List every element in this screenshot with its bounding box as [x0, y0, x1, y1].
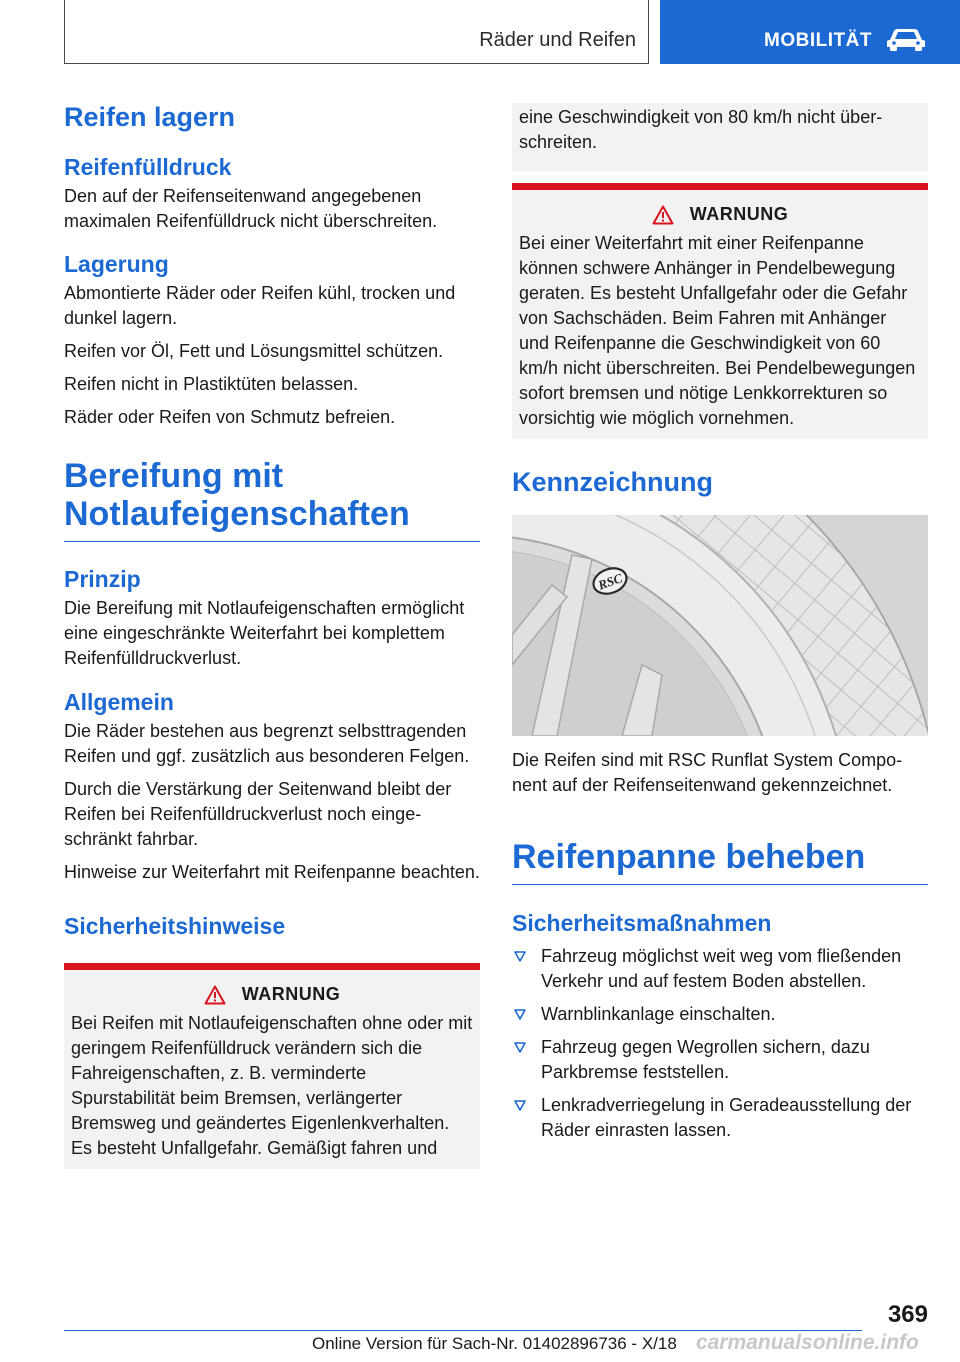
- paragraph-prinzip: Die Bereifung mit Notlaufeigenschaften ermöglicht eine eingeschränkte Weiterfahrt bei komplettem Reifenfülldruckverlust.: [64, 598, 465, 668]
- footer-watermark: carmanualsonline.info: [696, 1331, 919, 1354]
- heading-prinzip: Prinzip: [64, 566, 141, 592]
- warning-text: Bei Reifen mit Notlaufeigenschaften ohne oder mit geringem Reifenfülldruck verändern sich die Fahreigenschaften, z. B. verminderte Spurstabilität beim Bremsen, verlängerter Bremsweg und geändertes Eigenlenkverhalten. Es besteht Unfallgefahr. Gemäßigt fahren und: [71, 1013, 473, 1158]
- rsc-logo-text: RSC: [596, 570, 625, 593]
- warning-box-notlauf: [64, 963, 480, 1169]
- warning-text: Bei einer Weiterfahrt mit einer Reifenpanne können schwere Anhänger in Pendelbewegung geraten. Es besteht Unfallgefahr oder die Gefahr von Sachschäden. Beim Fahren mit Anhänger und Reifenpanne die Geschwindigkeit von 60 km/h nicht überschreiten. Bei Pendelbewegungen sofort bremsen und nötige Lenkkorrekturen so vorsichtig wie möglich vornehmen.: [519, 233, 916, 428]
- bullet-triangle-icon: [514, 1009, 526, 1020]
- heading-reifenfuelldruck: Reifenfülldruck: [64, 154, 232, 180]
- paragraph-lagerung-4: Räder oder Reifen von Schmutz befreien.: [64, 407, 396, 427]
- safety-steps-list: [512, 944, 928, 1143]
- right-column: [512, 103, 928, 1151]
- warning-triangle-icon: [652, 205, 674, 225]
- warning-box-anhaenger: [512, 183, 928, 439]
- tire-sidewall-image: [512, 515, 928, 736]
- warning-text-continued: eine Geschwindigkeit von 80 km/h nicht überschreiten.: [519, 107, 883, 152]
- warning-title-row: [71, 984, 473, 1005]
- left-column: [64, 100, 480, 1169]
- bullet-triangle-icon: [514, 951, 526, 962]
- header-section-tab: [64, 0, 649, 64]
- list-item: [512, 1093, 928, 1143]
- heading-bereifung-notlauf: Bereifung mit Notlaufeigenschaften: [64, 457, 480, 542]
- list-item-text: Lenkradverriegelung in Geradeausstellung der Räder einrasten lassen.: [541, 1095, 912, 1140]
- list-item: [512, 1002, 928, 1027]
- list-item-text: Warnblinkanlage einschalten.: [541, 1004, 776, 1024]
- header-section-title: Räder und Reifen: [479, 29, 636, 51]
- list-item-text: Fahrzeug gegen Wegrollen sichern, dazu Parkbremse feststellen.: [541, 1037, 870, 1082]
- warning-title: WARNUNG: [241, 984, 341, 1004]
- page-number: 369: [887, 1301, 928, 1328]
- paragraph-lagerung-2: Reifen vor Öl, Fett und Lösungsmittel schützen.: [64, 341, 444, 361]
- footer-online-version: Online Version für Sach-Nr. 01402896736 - X/18: [312, 1334, 677, 1353]
- list-item: [512, 1035, 928, 1085]
- paragraph-allgemein-2: Durch die Verstärkung der Seitenwand bleibt der Reifen bei Reifenfülldruckverlust noch eingeschränkt fahrbar.: [64, 779, 452, 849]
- car-icon: [886, 26, 926, 52]
- paragraph-allgemein-3: Hinweise zur Weiterfahrt mit Reifenpanne beachten.: [64, 862, 480, 882]
- warning-title-row: [519, 204, 921, 225]
- heading-sicherheitshinweise: Sicherheitshinweise: [64, 913, 286, 939]
- paragraph-reifenfuelldruck: Den auf der Reifenseitenwand angegebenen maximalen Reifenfülldruck nicht überschreiten.: [64, 186, 438, 231]
- list-item: [512, 944, 928, 994]
- heading-kennzeichnung: Kennzeichnung: [512, 467, 713, 497]
- warning-box-notlauf-continued: [512, 103, 928, 171]
- heading-lagerung: Lagerung: [64, 251, 169, 277]
- paragraph-lagerung-3: Reifen nicht in Plastiktüten belassen.: [64, 374, 359, 394]
- header-chapter-title: MOBILITÄT: [764, 30, 872, 51]
- bullet-triangle-icon: [514, 1100, 526, 1111]
- header-chapter-tab: [660, 0, 960, 64]
- heading-reifenpanne-beheben: Reifenpanne beheben: [512, 838, 928, 885]
- paragraph-lagerung-1: Abmontierte Räder oder Reifen kühl, trocken und dunkel lagern.: [64, 283, 456, 328]
- warning-title: WARNUNG: [689, 204, 789, 224]
- heading-reifen-lagern: Reifen lagern: [64, 102, 236, 132]
- paragraph-allgemein-1: Die Räder bestehen aus begrenzt selbsttragenden Reifen und ggf. zusätzlich aus besonderen Felgen.: [64, 721, 470, 766]
- bullet-triangle-icon: [514, 1042, 526, 1053]
- paragraph-kennzeichnung: Die Reifen sind mit RSC Runflat System Component auf der Reifenseitenwand gekennzeichnet.: [512, 750, 903, 795]
- list-item-text: Fahrzeug möglichst weit weg vom fließenden Verkehr und auf festem Boden abstellen.: [541, 946, 902, 991]
- heading-allgemein: Allgemein: [64, 689, 174, 715]
- heading-sicherheitsmassnahmen: Sicherheitsmaßnahmen: [512, 910, 772, 936]
- rsc-tire-illustration: [512, 515, 928, 736]
- warning-triangle-icon: [204, 985, 226, 1005]
